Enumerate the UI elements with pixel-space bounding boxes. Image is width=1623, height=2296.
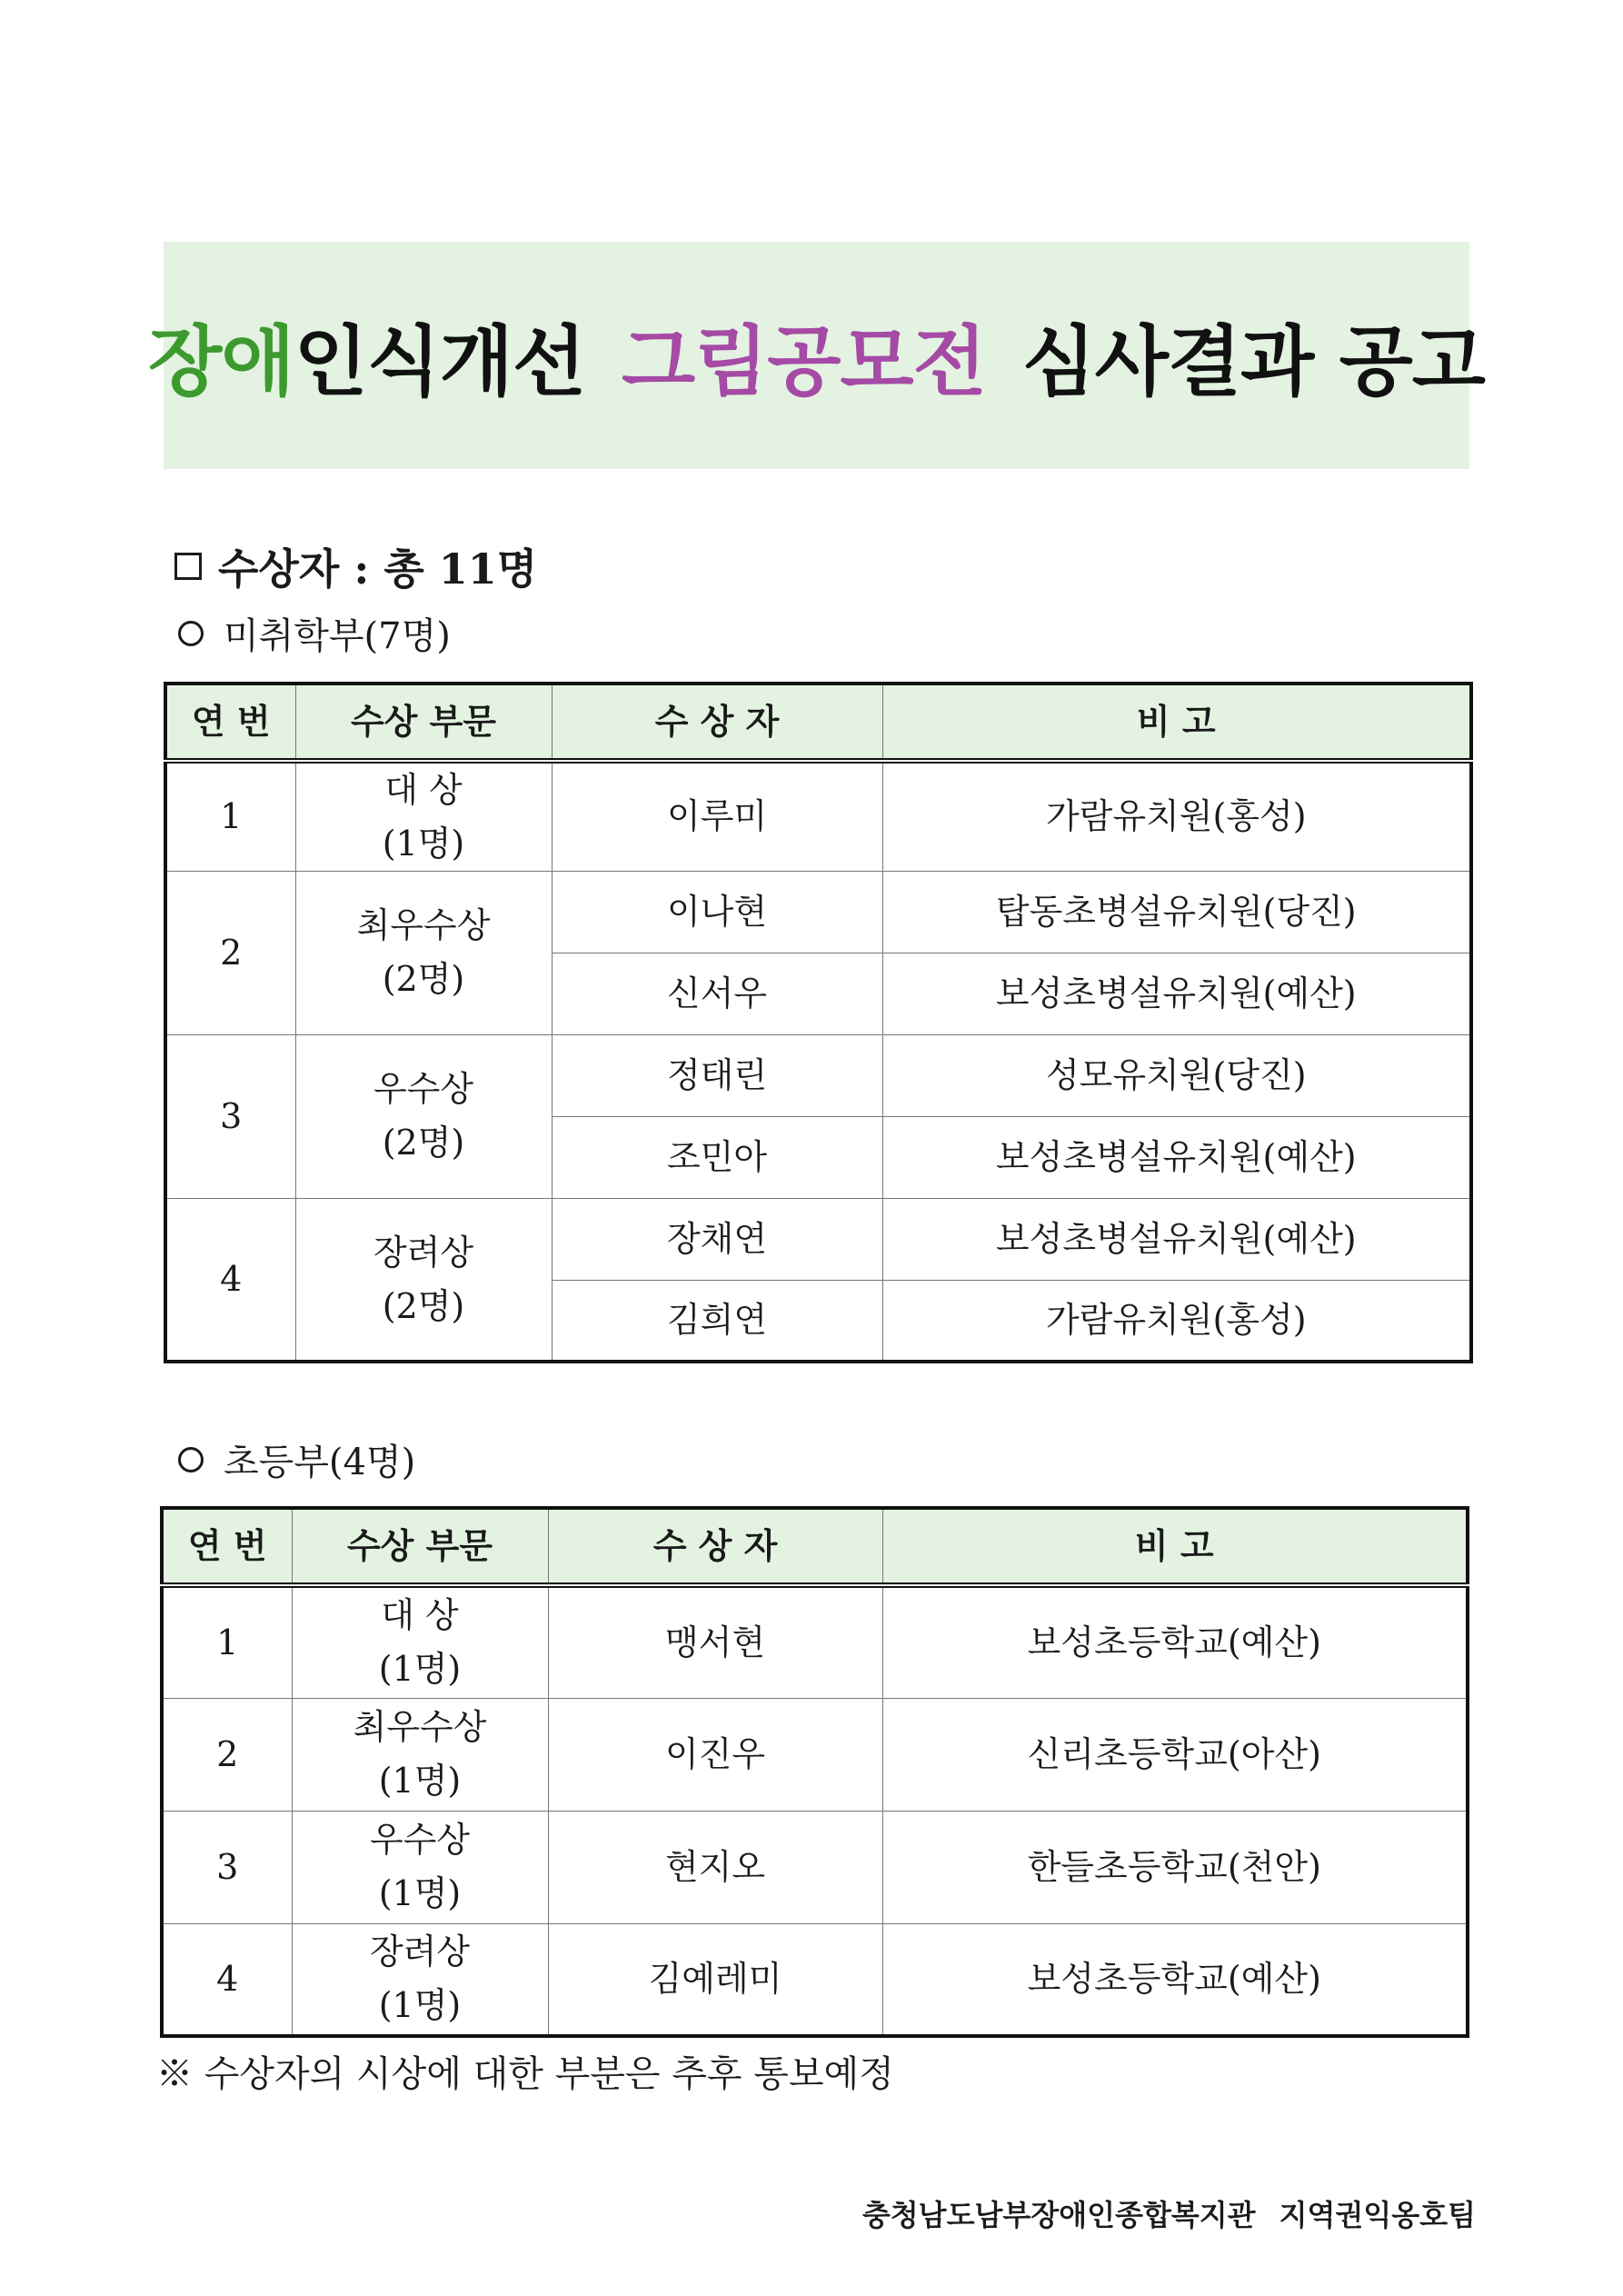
square-icon [174, 553, 202, 580]
title-part-disability: 장애 [148, 316, 294, 406]
cell-winner: 김희연 [552, 1280, 882, 1362]
cell-no: 1 [162, 1585, 292, 1698]
cell-no: 3 [162, 1811, 292, 1923]
cell-winner: 장채연 [552, 1198, 882, 1280]
title-part-result: 심사결과 공고 [1021, 316, 1485, 406]
preschool-awards-table [164, 682, 1473, 1363]
header-category: 수상 부문 [295, 684, 552, 761]
cell-note: 가람유치원(홍성) [882, 761, 1471, 871]
cell-no: 3 [165, 1034, 295, 1198]
title-banner [148, 242, 1485, 469]
table-row [162, 1811, 1468, 1923]
cell-no: 1 [165, 761, 295, 871]
table-header-row [165, 684, 1471, 761]
circle-icon [178, 1447, 204, 1472]
cell-category: 장려상 (2명) [295, 1198, 552, 1362]
header-no: 연 번 [162, 1508, 292, 1585]
cell-category: 대 상 (1명) [292, 1585, 548, 1698]
cell-category: 대 상 (1명) [295, 761, 552, 871]
cell-winner: 이진우 [548, 1698, 882, 1811]
cell-winner: 조민아 [552, 1116, 882, 1198]
cell-category: 최우수상 (2명) [295, 871, 552, 1034]
cell-note: 성모유치원(당진) [882, 1034, 1471, 1116]
cell-no: 2 [165, 871, 295, 1034]
section-heading-elementary [178, 1433, 415, 1485]
winner-summary-text: 수상자 : 총 11명 [218, 544, 538, 594]
cell-winner: 현지오 [548, 1811, 882, 1923]
cell-note: 신리초등학교(아산) [882, 1698, 1468, 1811]
cell-no: 4 [162, 1923, 292, 2036]
page-title [148, 301, 1485, 411]
section-heading-preschool [178, 607, 451, 659]
preschool-table-body [165, 761, 1471, 1362]
cell-category: 우수상 (2명) [295, 1034, 552, 1198]
cell-category: 최우수상 (1명) [292, 1698, 548, 1811]
title-part-contest: 그림공모전 [622, 316, 986, 406]
cell-winner: 신서우 [552, 953, 882, 1034]
cell-note: 보성초병설유치원(예산) [882, 1198, 1471, 1280]
table-row [165, 1034, 1471, 1116]
title-part-awareness: 인식개선 [294, 316, 586, 406]
cell-category: 장려상 (1명) [292, 1923, 548, 2036]
cell-winner: 이나현 [552, 871, 882, 953]
cell-winner: 김예레미 [548, 1923, 882, 2036]
cell-winner: 맹서현 [548, 1585, 882, 1698]
header-winner: 수 상 자 [552, 684, 882, 761]
cell-note: 보성초병설유치원(예산) [882, 953, 1471, 1034]
header-winner: 수 상 자 [548, 1508, 882, 1585]
cell-no: 2 [162, 1698, 292, 1811]
cell-note: 보성초등학교(예산) [882, 1585, 1468, 1698]
table-row [162, 1585, 1468, 1698]
header-note: 비 고 [882, 1508, 1468, 1585]
table-row [165, 761, 1471, 871]
header-note: 비 고 [882, 684, 1471, 761]
cell-note: 탑동초병설유치원(당진) [882, 871, 1471, 953]
cell-note: 한들초등학교(천안) [882, 1811, 1468, 1923]
cell-no: 4 [165, 1198, 295, 1362]
winner-summary [174, 536, 537, 596]
cell-note: 보성초병설유치원(예산) [882, 1116, 1471, 1198]
section-heading-text: 초등부(4명) [224, 1442, 416, 1483]
cell-note: 가람유치원(홍성) [882, 1280, 1471, 1362]
header-no: 연 번 [165, 684, 295, 761]
table-row [162, 1698, 1468, 1811]
table-row [165, 871, 1471, 953]
header-category: 수상 부문 [292, 1508, 548, 1585]
cell-winner: 이루미 [552, 761, 882, 871]
footer-org: 충청남도남부장애인종합복지관 [861, 2198, 1256, 2232]
elementary-table-body [162, 1585, 1468, 2036]
footer [862, 2192, 1476, 2234]
footnote: ※ 수상자의 시상에 대한 부분은 추후 통보예정 [156, 2053, 894, 2095]
elementary-awards-table [160, 1506, 1469, 2038]
table-row [165, 1198, 1471, 1280]
section-heading-text: 미취학부(7명) [224, 615, 451, 657]
table-row [162, 1923, 1468, 2036]
circle-icon [178, 621, 204, 646]
cell-winner: 정태린 [552, 1034, 882, 1116]
table-header-row [162, 1508, 1468, 1585]
footer-team: 지역권익옹호팀 [1279, 2198, 1476, 2232]
cell-note: 보성초등학교(예산) [882, 1923, 1468, 2036]
cell-category: 우수상 (1명) [292, 1811, 548, 1923]
